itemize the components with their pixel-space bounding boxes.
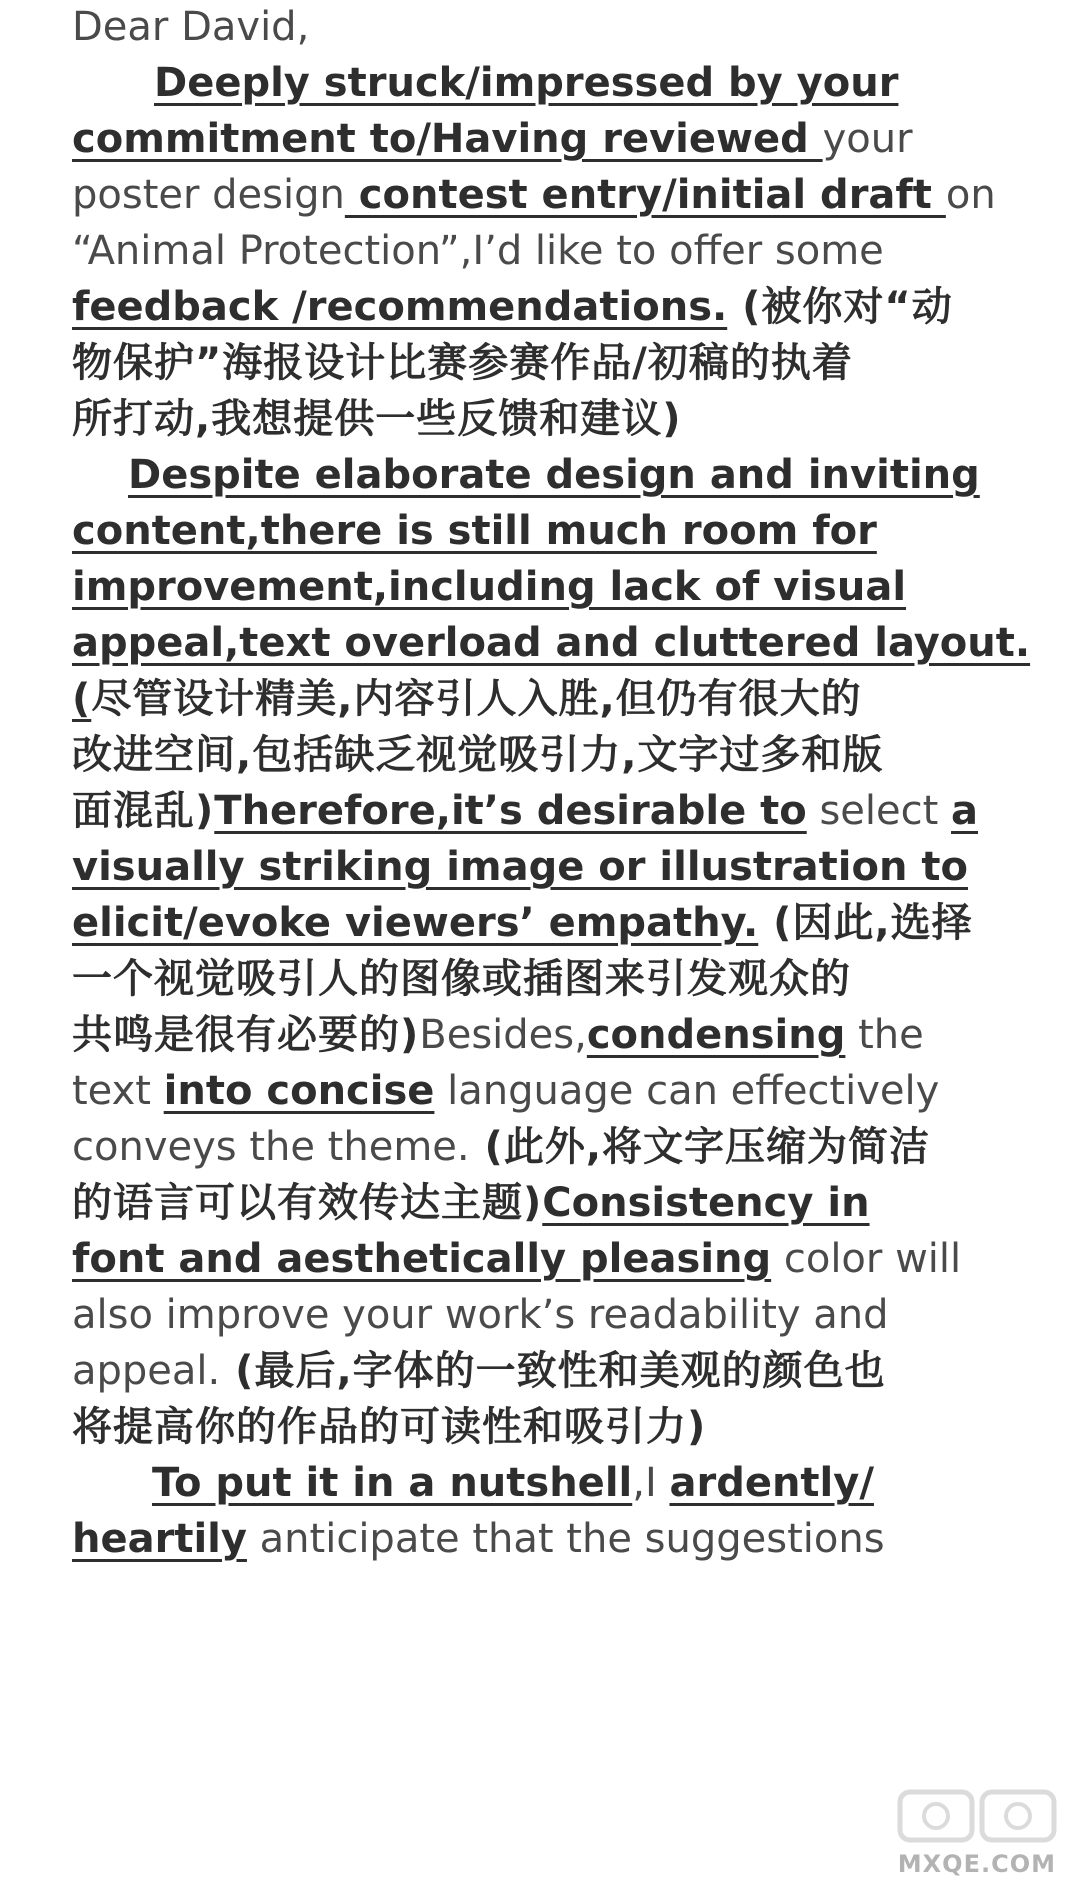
- p2-line-12: text into concise language can effectively: [72, 1068, 940, 1114]
- phrase-heartily: heartily: [72, 1516, 247, 1562]
- salutation: Dear David,: [72, 4, 310, 50]
- phrase-therefore: Therefore,it’s desirable to: [214, 788, 807, 834]
- phrase-deeply-struck: Deeply struck/impressed by your: [154, 60, 899, 106]
- p2-line-18: 将提高你的作品的可读性和吸引力): [72, 1404, 707, 1450]
- phrase-nutshell: To put it in a nutshell: [152, 1460, 633, 1506]
- watermark-text: MXQE.COM: [897, 1850, 1056, 1878]
- p2-line-1: Despite elaborate design and inviting: [128, 452, 980, 498]
- p1-line-3: poster design contest entry/initial draft on: [72, 172, 996, 218]
- p2-line-8: visually striking image or illustration to: [72, 844, 968, 890]
- phrase-condensing: condensing: [586, 1012, 846, 1058]
- phrase-ardently: ardently/: [669, 1460, 874, 1506]
- phrase-feedback: feedback /recommendations.: [72, 284, 728, 330]
- p3-line-1: To put it in a nutshell,I ardently/: [152, 1460, 874, 1506]
- p2-line-17: appeal. (最后,字体的一致性和美观的颜色也: [72, 1348, 886, 1394]
- p2-line-16: also improve your work’s readability and: [72, 1292, 889, 1338]
- p1-line-4: “Animal Protection”,I’d like to offer some: [72, 228, 884, 274]
- p1-line-7: 所打动,我想提供一些反馈和建议): [72, 396, 682, 442]
- p2-line-14: 的语言可以有效传达主题)Consistency in: [72, 1180, 870, 1226]
- p2-line-4: appeal,text overload and cluttered layout.: [72, 620, 1031, 666]
- phrase-into-concise: into concise: [163, 1068, 435, 1114]
- p1-line-2: commitment to/Having reviewed your: [72, 116, 913, 162]
- phrase-contest-entry: contest entry/initial draft: [344, 172, 946, 218]
- phrase-commitment: commitment to/Having reviewed: [72, 116, 823, 162]
- p1-line-1: [154, 58, 898, 108]
- p2-line-2: content,there is still much room for: [72, 508, 877, 554]
- p3-line-2: heartily anticipate that the suggestions: [72, 1516, 885, 1562]
- p2-line-7: 面混乱)Therefore,it’s desirable to select a: [72, 788, 979, 834]
- p2-line-5: (尽管设计精美,内容引人入胜,但仍有很大的: [72, 676, 862, 722]
- p2-line-11: 共鸣是很有必要的)Besides,condensing the: [72, 1012, 924, 1058]
- p2-line-15: font and aesthetically pleasing color will: [72, 1236, 962, 1282]
- p2-line-13: conveys the theme. (此外,将文字压缩为简洁: [72, 1124, 931, 1170]
- p1-line-6: 物保护”海报设计比赛参赛作品/初稿的执着: [72, 340, 853, 386]
- phrase-consistency: Consistency in: [542, 1180, 870, 1226]
- p1-line-5: feedback /recommendations. (被你对“动: [72, 284, 953, 330]
- p2-line-3: improvement,including lack of visual: [72, 564, 907, 610]
- p2-line-10: 一个视觉吸引人的图像或插图来引发观众的: [72, 956, 851, 1002]
- p2-line-6: 改进空间,包括缺乏视觉吸引力,文字过多和版: [72, 732, 884, 778]
- p2-line-9: elicit/evoke viewers’ empathy. (因此,选择: [72, 900, 973, 946]
